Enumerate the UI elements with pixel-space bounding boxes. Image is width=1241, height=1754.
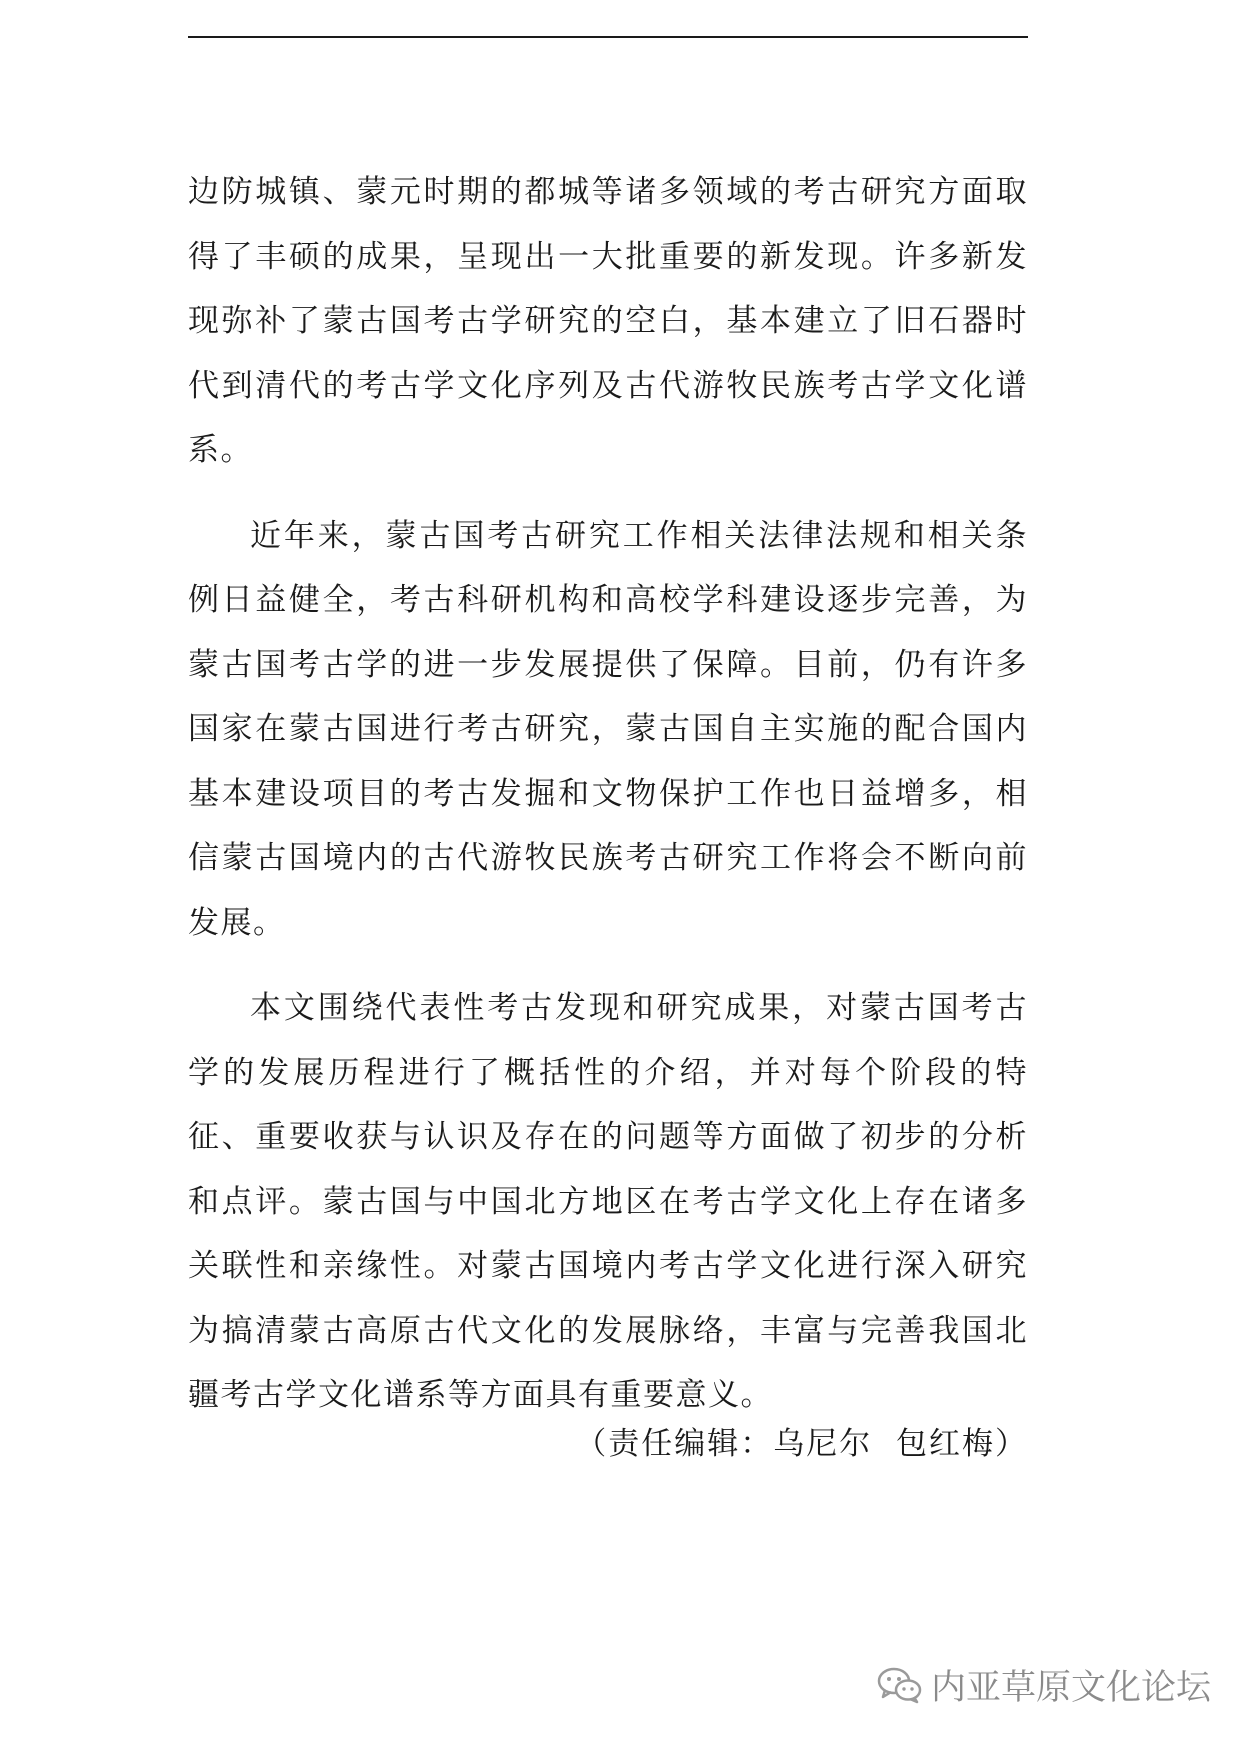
wechat-icon [877, 1665, 923, 1705]
watermark-text: 内亚草原文化论坛 [930, 1668, 1211, 1708]
header-rule [188, 36, 1028, 38]
paragraph-3: 本文围绕代表性考古发现和研究成果，对蒙古国考古学的发展历程进行了概括性的介绍，并对每个阶段的特征、重要收获与认识及存在的问题等方面做了初步的分析和点评。蒙古国与中国北方地区在考古学文化上存在诸多关联性和亲缘性。对蒙古国境内考古学文化进行深入研究为搞清蒙古高原古代文化的发展脉络，丰富与完善我国北疆考古学文化谱系等方面具有重要意义。 [188, 990, 1028, 1413]
paragraph-2: 近年来，蒙古国考古研究工作相关法律法规和相关条例日益健全，考古科研机构和高校学科建设逐步完善，为蒙古国考古学的进一步发展提供了保障。目前，仍有许多国家在蒙古国进行考古研究，蒙古国自主实施的配合国内基本建设项目的考古发掘和文物保护工作也日益增多，相信蒙古国境内的古代游牧民族考古研究工作将会不断向前发展。 [188, 517, 1028, 941]
paragraph-1: 边防城镇、蒙元时期的都城等诸多领域的考古研究方面取得了丰硕的成果，呈现出一大批重要的新发现。许多新发现弥补了蒙古国考古学研究的空白，基本建立了旧石器时代到清代的考古学文化序列及古代游牧民族考古学文化谱系。 [188, 174, 1028, 468]
watermark [877, 1660, 1211, 1710]
editor-note: （责任编辑：乌尼尔 包红梅） [575, 1426, 1028, 1462]
article-body [188, 160, 1028, 1428]
